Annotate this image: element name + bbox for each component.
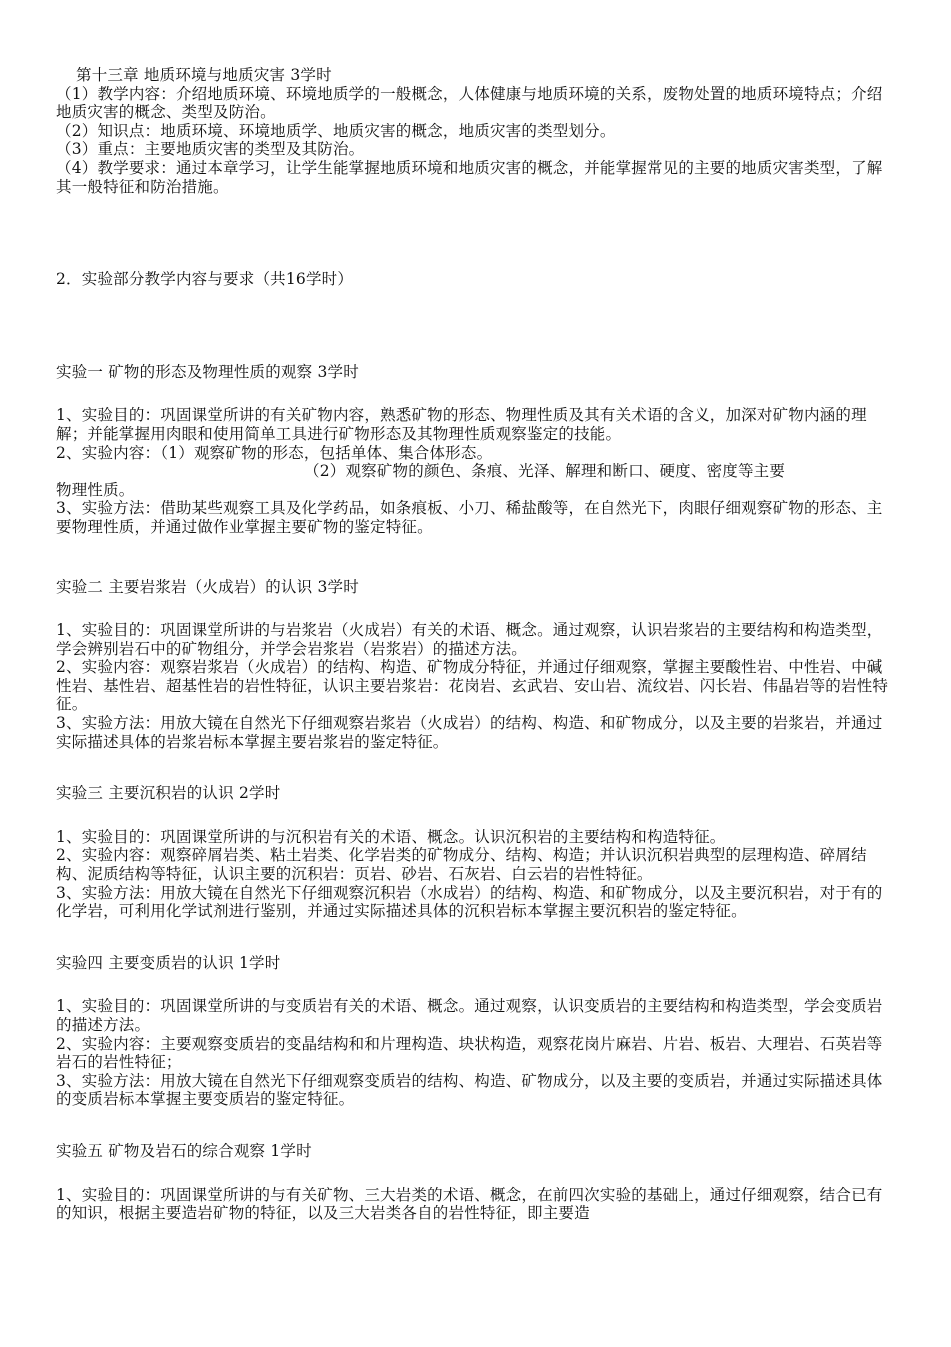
chapter-13-requirements: （4）教学要求：通过本章学习，让学生能掌握地质环境和地质灾害的概念，并能掌握常见的主要的地质灾害类型，了解其一般特征和防治措施。 <box>56 158 883 196</box>
experiment-2-content: 2、实验内容：观察岩浆岩（火成岩）的结构、构造、矿物成分特征，并通过仔细观察，掌握主要酸性岩、中性岩、中碱性岩、基性岩、超基性岩的岩性特征，认识主要岩浆岩：花岗岩、玄武岩、安山岩、流纹岩、闪长岩、伟晶岩等的岩性特征。 <box>56 658 889 714</box>
experiment-1-content-3: 物理性质。 <box>56 480 135 499</box>
experiment-1-content-1: 2、实验内容：（1）观察矿物的形态，包括单体、集合体形态。 <box>56 443 493 462</box>
experiment-4-content: 2、实验内容：主要观察变质岩的变晶结构和和片理构造、块状构造，观察花岗片麻岩、片岩、板岩、大理岩、石英岩等岩石的岩性特征； <box>56 1034 883 1072</box>
experiment-3-purpose: 1、实验目的：巩固课堂所讲的与沉积岩有关的术语、概念。认识沉积岩的主要结构和构造特征。 <box>56 827 726 846</box>
chapter-13-title: 第十三章 地质环境与地质灾害 3学时 <box>76 66 332 84</box>
experiment-3-method: 3、实验方法：用放大镜在自然光下仔细观察沉积岩（水成岩）的结构、构造、和矿物成分，以及主要沉积岩，对于有的化学岩，可利用化学试剂进行鉴别，并通过实际描述具体的沉积岩标本掌握主要沉积岩的鉴定特征。 <box>56 883 883 921</box>
chapter-13-teaching-content: （1）教学内容：介绍地质环境、环境地质学的一般概念，人体健康与地质环境的关系，废物处置的地质环境特点；介绍地质灾害的概念、类型及防治。 <box>56 84 883 122</box>
experiment-3-title: 实验三 主要沉积岩的认识 2学时 <box>56 784 281 803</box>
experiment-1-purpose: 1、实验目的：巩固课堂所讲的有关矿物内容，熟悉矿物的形态、物理性质及其有关术语的含义，加深对矿物内涵的理解；并能掌握用肉眼和使用简单工具进行矿物形态及其物理性质观察鉴定的技能。 <box>56 406 867 443</box>
lab-section-title: 2．实验部分教学内容与要求（共16学时） <box>56 270 354 289</box>
experiment-1-title: 实验一 矿物的形态及物理性质的观察 3学时 <box>56 362 359 381</box>
experiment-2-purpose: 1、实验目的：巩固课堂所讲的与岩浆岩（火成岩）有关的术语、概念。通过观察，认识岩浆岩的主要结构和构造类型，学会辨别岩石中的矿物组分，并学会岩浆岩（岩浆岩）的描述方法。 <box>56 621 883 658</box>
chapter-13-key-points: （3）重点：主要地质灾害的类型及其防治。 <box>56 140 365 159</box>
experiment-1-content-2: （2）观察矿物的颜色、条痕、光泽、解理和断口、硬度、密度等主要 <box>304 462 786 481</box>
document-body <box>56 66 896 1223</box>
experiment-1-method: 3、实验方法：借助某些观察工具及化学药品，如条痕板、小刀、稀盐酸等，在自然光下，肉眼仔细观察矿物的形态、主要物理性质，并通过做作业掌握主要矿物的鉴定特征。 <box>56 499 883 536</box>
experiment-3-content: 2、实验内容：观察碎屑岩类、粘土岩类、化学岩类的矿物成分、结构、构造；并认识沉积岩典型的层理构造、碎屑结构、泥质结构等特征，认识主要的沉积岩：页岩、砂岩、石灰岩、白云岩的岩性特征。 <box>56 846 867 884</box>
experiment-5-purpose: 1、实验目的：巩固课堂所讲的与有关矿物、三大岩类的术语、概念，在前四次实验的基础上，通过仔细观察，结合已有的知识，根据主要造岩矿物的特征，以及三大岩类各自的岩性特征，即主要造 <box>56 1185 883 1223</box>
experiment-4-purpose: 1、实验目的：巩固课堂所讲的与变质岩有关的术语、概念。通过观察，认识变质岩的主要结构和构造类型，学会变质岩的描述方法。 <box>56 997 883 1034</box>
experiment-5-title: 实验五 矿物及岩石的综合观察 1学时 <box>56 1141 312 1160</box>
experiment-4-title: 实验四 主要变质岩的认识 1学时 <box>56 953 281 972</box>
experiment-4-method: 3、实验方法：用放大镜在自然光下仔细观察变质岩的结构、构造、矿物成分，以及主要的变质岩，并通过实际描述具体的变质岩标本掌握主要变质岩的鉴定特征。 <box>56 1071 883 1109</box>
experiment-2-method: 3、实验方法：用放大镜在自然光下仔细观察岩浆岩（火成岩）的结构、构造、和矿物成分，以及主要的岩浆岩，并通过实际描述具体的岩浆岩标本掌握主要岩浆岩的鉴定特征。 <box>56 714 883 751</box>
chapter-13-knowledge-points: （2）知识点：地质环境、环境地质学、地质灾害的概念，地质灾害的类型划分。 <box>56 121 616 140</box>
experiment-2-title: 实验二 主要岩浆岩（火成岩）的认识 3学时 <box>56 577 359 596</box>
